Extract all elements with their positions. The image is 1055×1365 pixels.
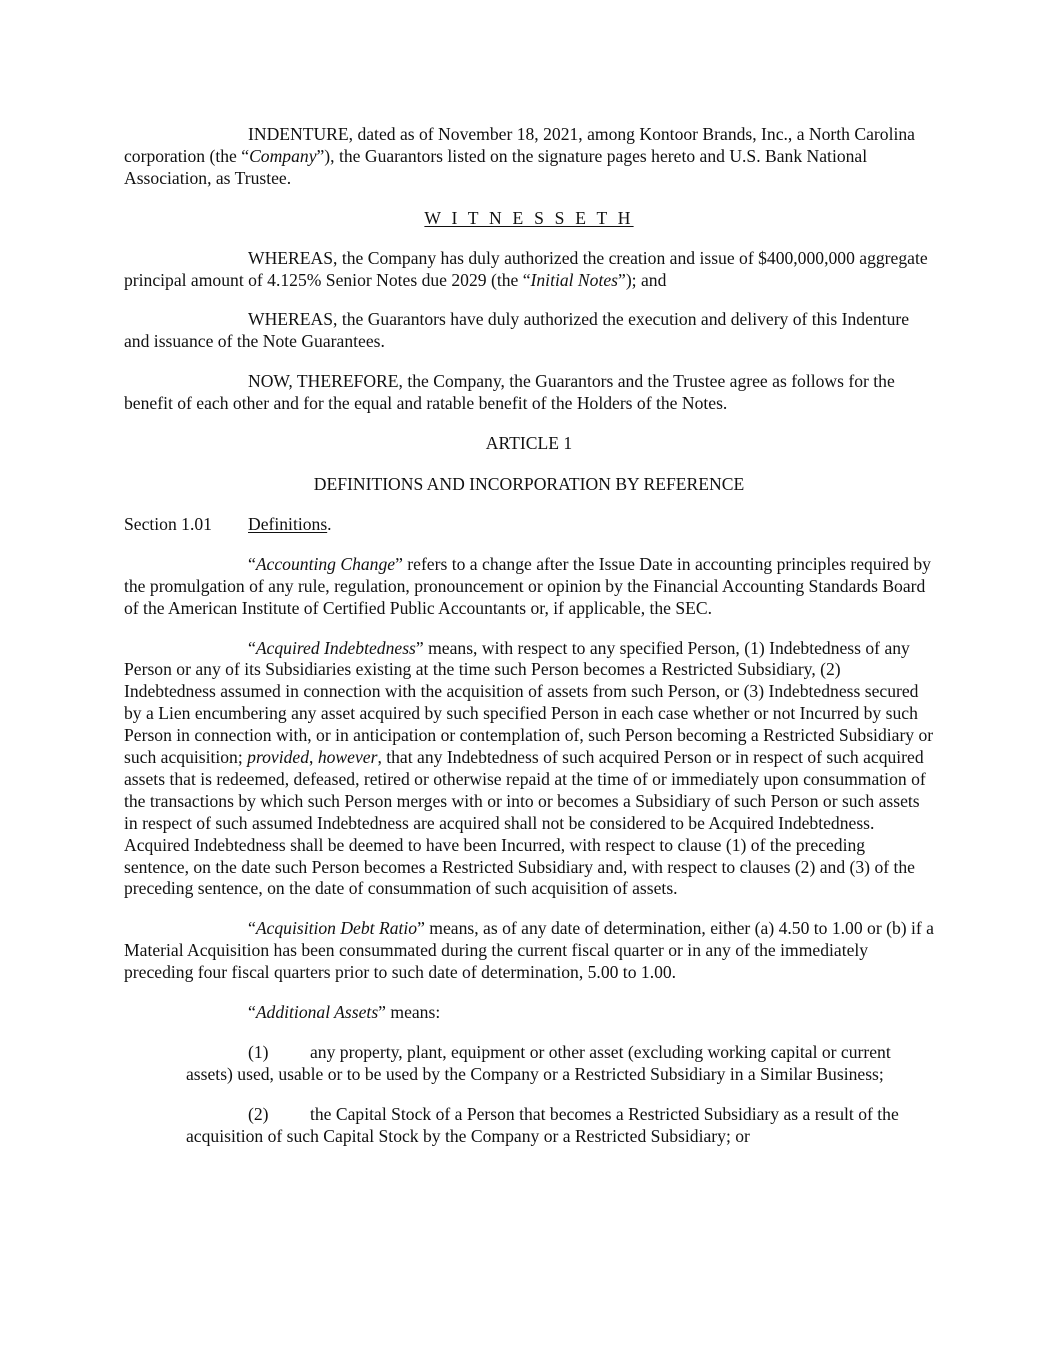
section-heading [124, 514, 934, 536]
defined-term-additional-assets: Additional Assets [255, 1002, 379, 1023]
defined-term-acquired-indebtedness: Acquired Indebtedness [255, 637, 416, 658]
defined-term-accounting-change: Accounting Change [255, 553, 396, 574]
comma: , [309, 747, 318, 768]
definition-accounting-change [124, 554, 934, 620]
definition-text: ” refers to a change after the Issue Date in accounting principles required by the promulgation of any rule, regulation, pronouncement or opinion by the Financial Accounting Standards Board of the American Institute of Certified Public Accountants or, if applicable, the SEC. [124, 553, 931, 618]
clause-item-2 [186, 1104, 934, 1148]
definition-text: ” means, as of any date of determination, either (a) 4.50 to 1.00 or (b) if a Material Acquisition has been consummated during the current fiscal quarter or in any of the immediately preceding four fiscal quarters prior to such date of determination, 5.00 to 1.00. [124, 918, 934, 983]
intro-text-start: INDENTURE, dated as of November 18, 2021, among Kontoor Brands, Inc., a North Carolina corporation (the “ [124, 124, 915, 166]
defined-term-acquisition-debt-ratio: Acquisition Debt Ratio [255, 918, 418, 939]
whereas-paragraph-2: WHEREAS, the Guarantors have duly authorized the execution and delivery of this Indenture and issuance of the Note Guarantees. [124, 309, 910, 352]
open-quote: “ [248, 553, 256, 574]
definition-text: ” means: [378, 1002, 441, 1023]
intro-text-end: ”), the Guarantors listed on the signature pages hereto and U.S. Bank National Association, as Trustee. [124, 145, 868, 188]
italic-however: however [317, 747, 378, 768]
witnesseth-text: W I T N E S S E T H [424, 207, 634, 228]
section-period: . [327, 513, 332, 534]
article-heading: ARTICLE 1 [485, 433, 573, 454]
clause-text: the Capital Stock of a Person that becomes a Restricted Subsidiary as a result of the acquisition of such Capital Stock by the Company or a Restricted Subsidiary; or [186, 1103, 899, 1146]
section-title: Definitions [248, 513, 328, 534]
clause-item-1 [186, 1042, 934, 1086]
italic-provided: provided [247, 747, 310, 768]
clause-number: (1) [248, 1042, 269, 1062]
definition-text-part2: , that any Indebtedness of such acquired Person or in respect of such acquired assets that is redeemed, defeased, retired or otherwise repaid at the time of or immediately upon consummation of the transactions by which such Person merges with or into or becomes a Subsidiary of such Person or such assets in respect of such assumed Indebtedness are acquired shall not be considered to be Acquired Indebtedness. Acquired Indebtedness shall be deemed to have been Incurred, with respect to clause (1) of the preceding sentence, on the date such Person becomes a Restricted Subsidiary and, with respect to clauses (2) and (3) of the preceding sentence, on the date of consummation of such acquisition of assets. [124, 747, 926, 899]
clause-number: (2) [248, 1103, 269, 1124]
now-therefore-paragraph: NOW, THEREFORE, the Company, the Guarantors and the Trustee agree as follows for the benefit of each other and for the equal and ratable benefit of the Holders of the Notes. [124, 371, 895, 414]
definition-acquired-indebtedness [124, 638, 934, 901]
defined-term-company: Company [249, 145, 317, 166]
definition-text-part1: ” means, with respect to any specified Person, (1) Indebtedness of any Person or any of its Subsidiaries existing at the time such Person becomes a Restricted Subsidiary, (2) Indebtedness assumed in connection with the acquisition of assets from such Person, or (3) Indebtedness secured by a Lien encumbering any asset acquired by such specified Person in each case whether or not Incurred by such Person in connection with, or in anticipation or contemplation of, such Person becoming a Restricted Subsidiary or such acquisition; [124, 637, 934, 768]
clause-text: any property, plant, equipment or other asset (excluding working capital or current assets) used, usable or to be used by the Company or a Restricted Subsidiary in a Similar Business; [186, 1042, 891, 1084]
defined-term-initial-notes: Initial Notes [530, 269, 619, 290]
article-title: DEFINITIONS AND INCORPORATION BY REFERENCE [313, 473, 745, 494]
definition-additional-assets [124, 1002, 934, 1024]
whereas1-text-end: ”); and [618, 269, 667, 290]
intro-paragraph [124, 124, 934, 190]
whereas1-text-start: WHEREAS, the Company has duly authorized the creation and issue of $400,000,000 aggregate principal amount of 4.125% Senior Notes due 2029 (the “ [124, 247, 928, 290]
open-quote: “ [248, 637, 256, 658]
section-number: Section 1.01 [124, 513, 212, 534]
document-page [124, 124, 934, 1148]
open-quote: “ [248, 1002, 256, 1023]
open-quote: “ [248, 918, 256, 939]
whereas-paragraph-1 [124, 248, 934, 292]
section-title-wrap [248, 514, 332, 536]
definition-acquisition-debt-ratio [124, 918, 934, 984]
witnesseth-heading [124, 208, 934, 230]
